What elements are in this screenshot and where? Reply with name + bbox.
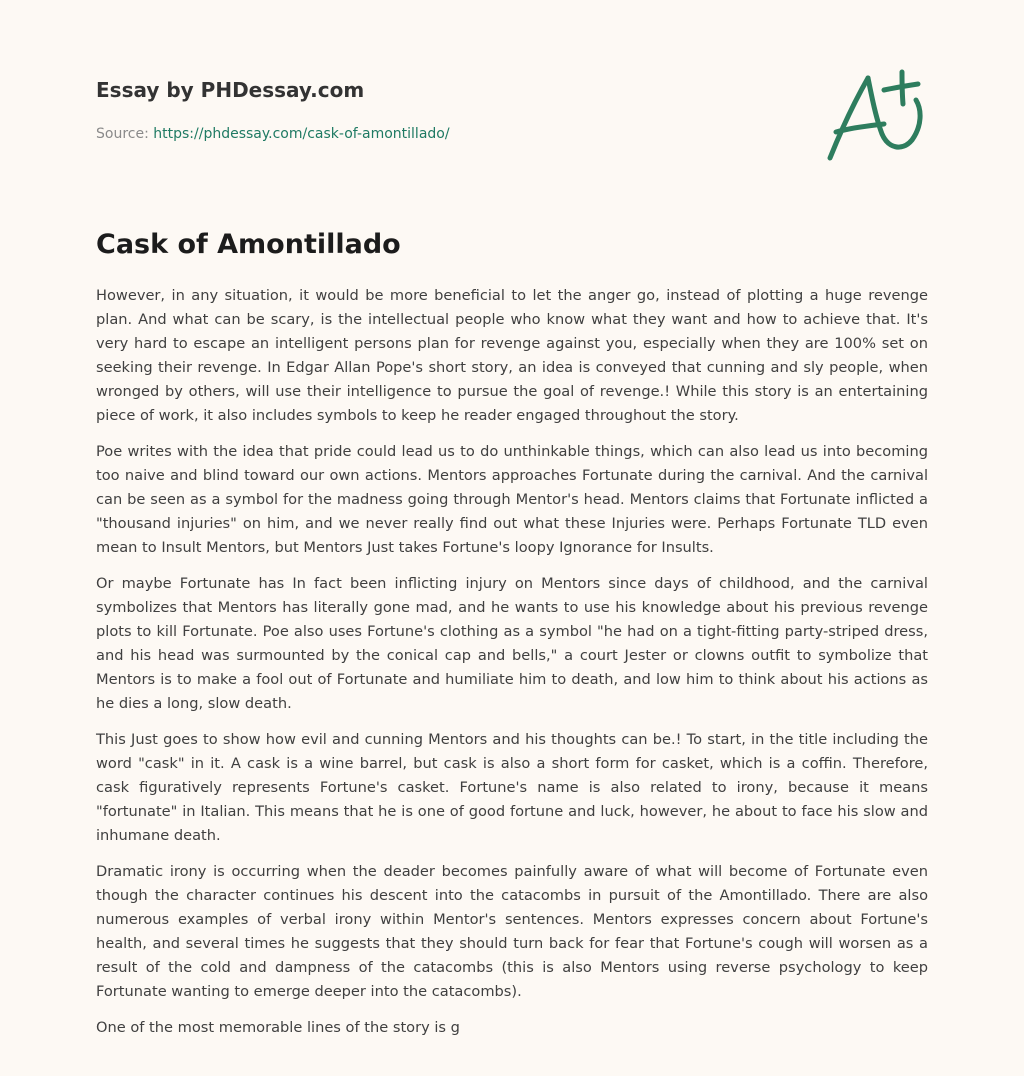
paragraph: This Just goes to show how evil and cunning Mentors and his thoughts can be.! To start, in the title including the word "cask" in it. A cask is a wine barrel, but cask is also a short form for casket, which is a coffin. Therefore, cask figuratively represents Fortune's casket. Fortune's name is also related to irony, because it means "fortunate" in Italian. This means that he is one of good fortune and luck, however, he about to face his slow and inhumane death. bbox=[96, 731, 928, 844]
essay-body bbox=[96, 284, 928, 1052]
paragraph: Dramatic irony is occurring when the deader becomes painfully aware of what will become of Fortunate even though the character continues his descent into the catacombs in pursuit of the Amontillado. There are also numerous examples of verbal irony within Mentor's sentences. Mentors expresses concern about Fortune's health, and several times he suggests that they should turn back for fear that Fortune's cough will worsen as a result of the cold and dampness of the catacombs (this is also Mentors using reverse psychology to keep Fortunate wanting to emerge deeper into the catacombs). bbox=[96, 863, 928, 1000]
a-plus-grade-icon bbox=[822, 68, 928, 164]
paragraph: Poe writes with the idea that pride could lead us to do unthinkable things, which can also lead us into becoming too naive and blind toward our own actions. Mentors approaches Fortunate during the carnival. And the carnival can be seen as a symbol for the madness going through Mentor's head. Mentors claims that Fortunate inflicted a "thousand injuries" on him, and we never really find out what these Injuries were. Perhaps Fortunate TLD even mean to Insult Mentors, but Mentors Just takes Fortune's loopy Ignorance for Insults. bbox=[96, 443, 928, 556]
essay-header bbox=[96, 76, 928, 142]
source-link[interactable]: https://phdessay.com/cask-of-amontillado/ bbox=[153, 126, 450, 142]
source-label: Source: bbox=[96, 126, 154, 142]
paragraph: One of the most memorable lines of the story is g bbox=[96, 1019, 460, 1036]
paragraph: However, in any situation, it would be more beneficial to let the anger go, instead of plotting a huge revenge plan. And what can be scary, is the intellectual people who know what they want and how to achieve that. It's very hard to escape an intelligent persons plan for revenge against you, especially when they are 100% set on seeking their revenge. In Edgar Allan Pope's short story, an idea is conveyed that cunning and sly people, when wronged by others, will use their intelligence to pursue the goal of revenge.! While this story is an entertaining piece of work, it also includes symbols to keep he reader engaged throughout the story. bbox=[96, 287, 928, 424]
source-line bbox=[96, 124, 450, 144]
site-title: Essay by PHDessay.com bbox=[96, 78, 365, 102]
page-title: Cask of Amontillado bbox=[96, 229, 401, 260]
paragraph: Or maybe Fortunate has In fact been inflicting injury on Mentors since days of childhood, and the carnival symbolizes that Mentors has literally gone mad, and he wants to use his knowledge about his previous revenge plots to kill Fortunate. Poe also uses Fortune's clothing as a symbol "he had on a tight-fitting party-striped dress, and his head was surmounted by the conical cap and bells," a court Jester or clowns outfit to symbolize that Mentors is to make a fool out of Fortunate and humiliate him to death, and low him to think about his actions as he dies a long, slow death. bbox=[96, 575, 928, 712]
